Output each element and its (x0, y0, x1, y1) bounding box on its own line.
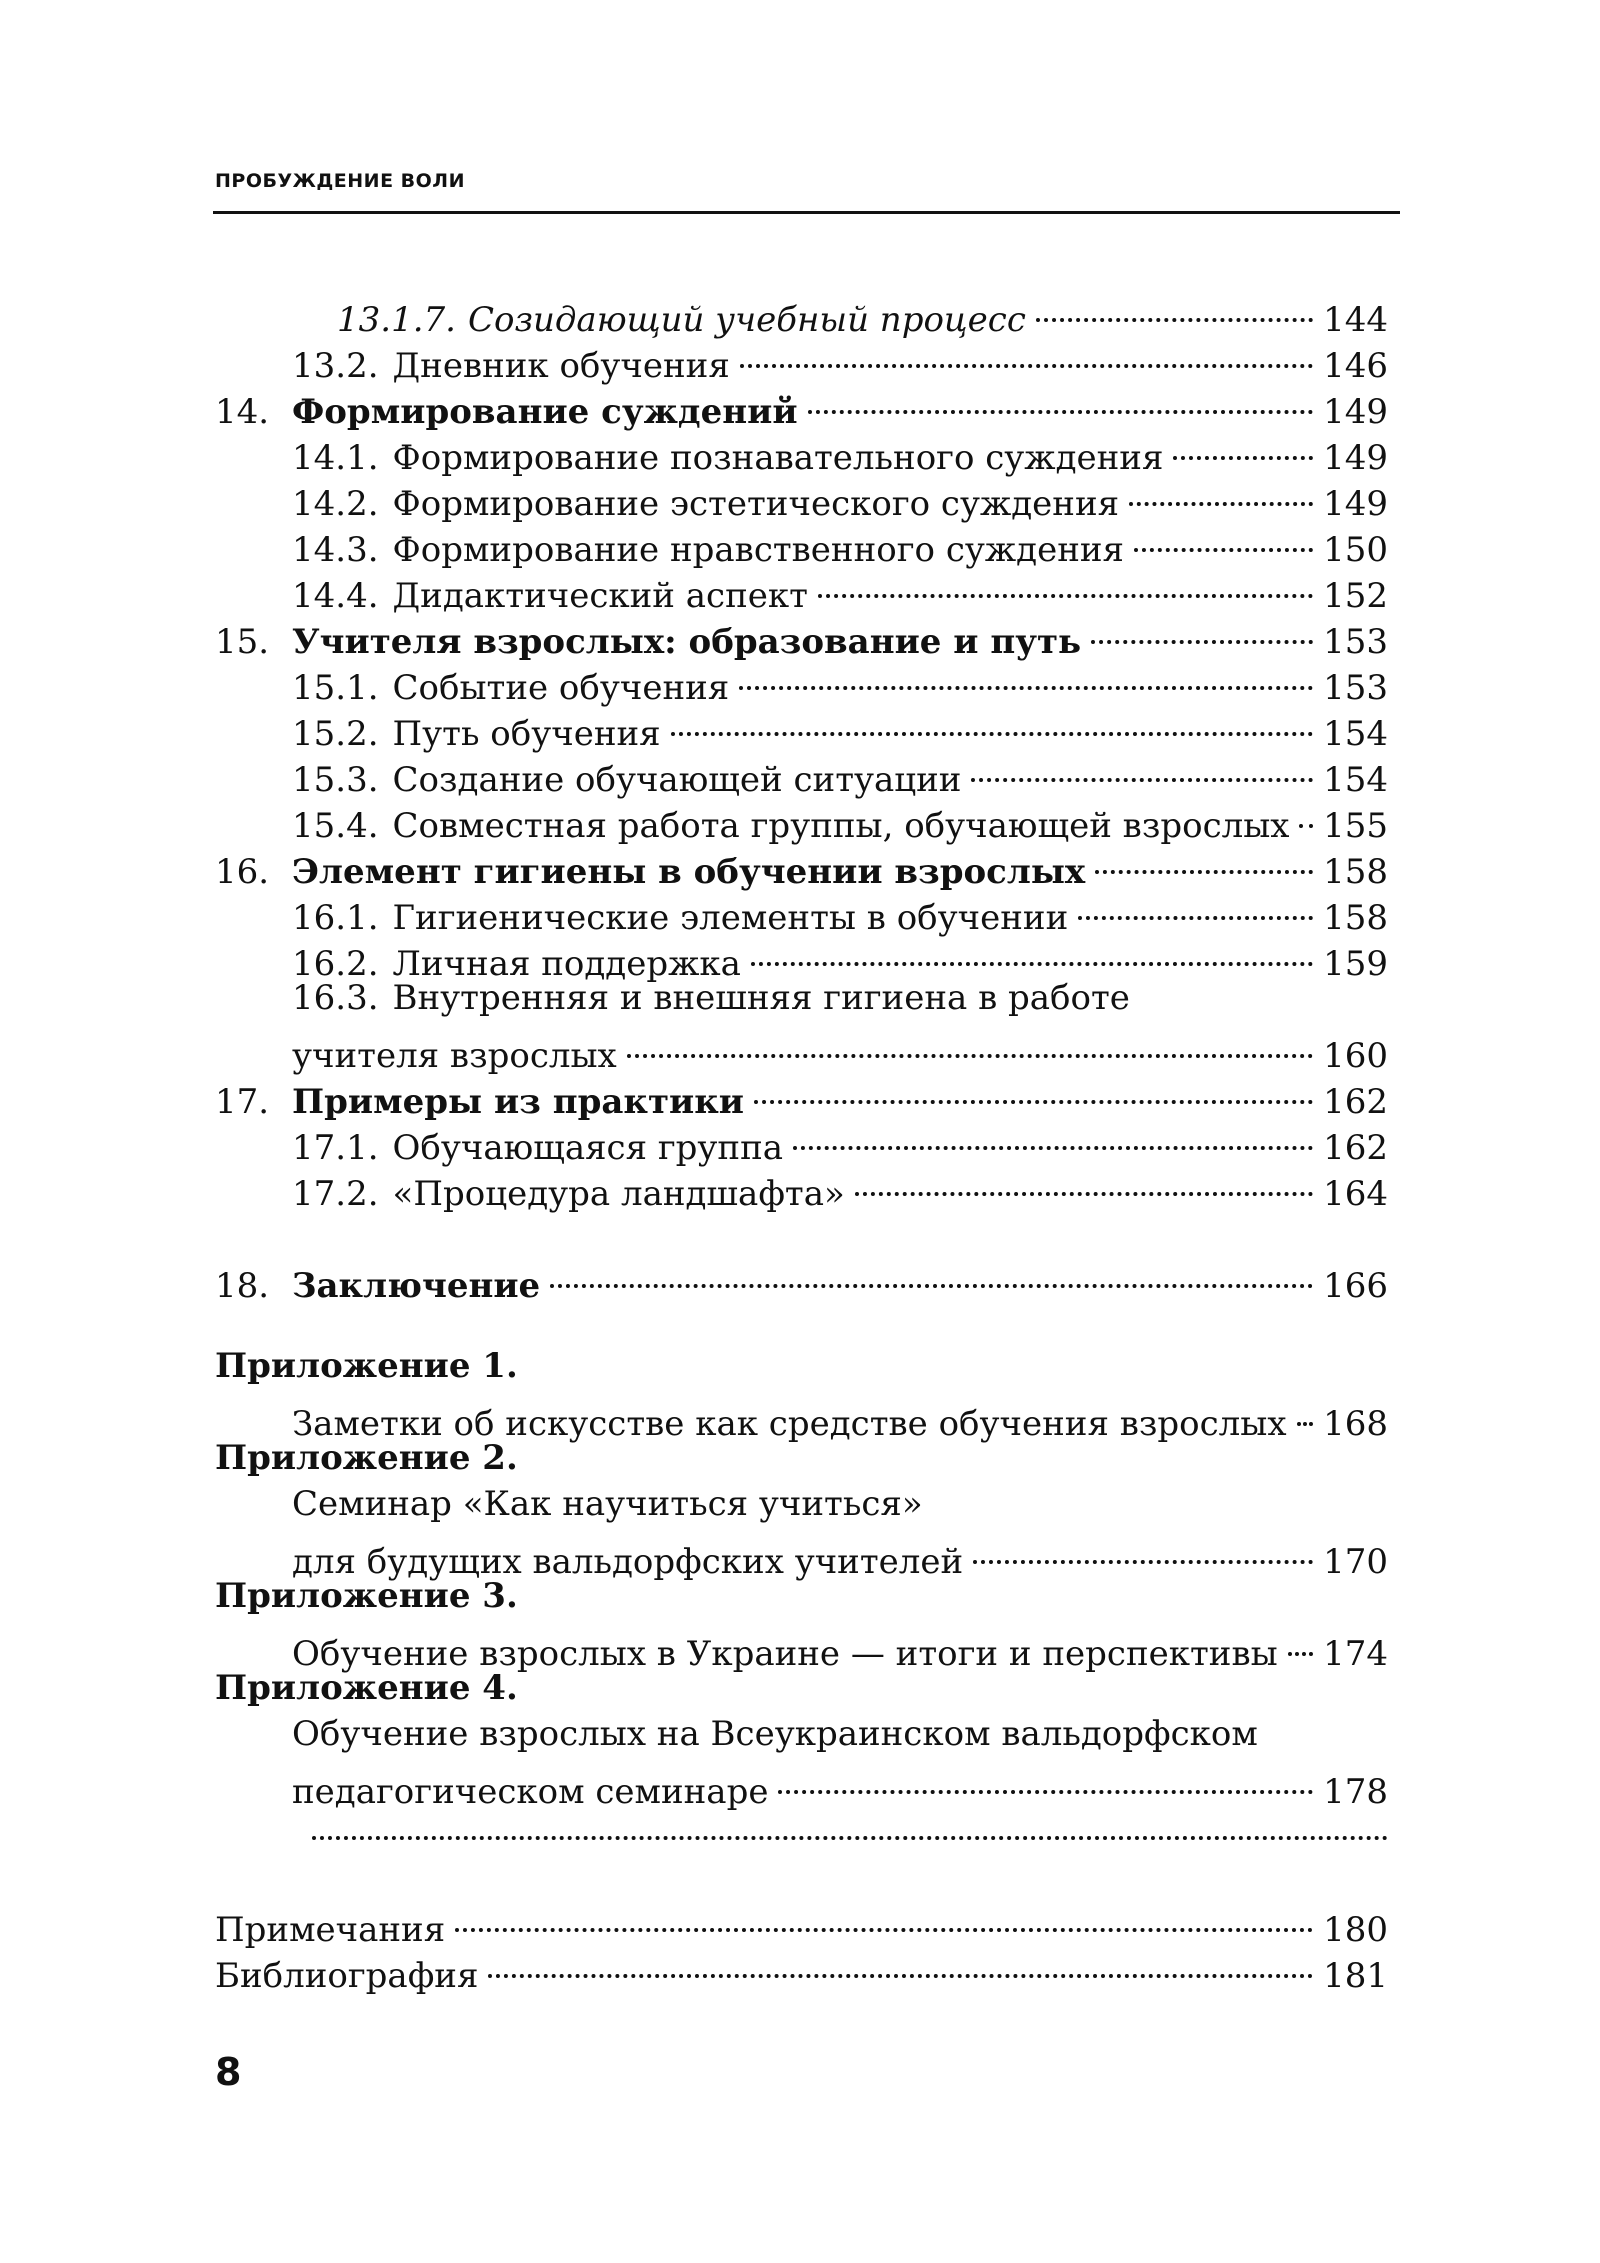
appendix-label: Приложение 3. (215, 1576, 518, 1616)
dot-leader (1091, 607, 1313, 653)
appendix-label: Приложение 2. (215, 1438, 518, 1478)
page-number: 150 (1323, 530, 1388, 570)
entry-title: Созидающий учебный процесс (467, 300, 1026, 340)
dot-leader (1134, 515, 1313, 561)
entry-number: 14.1. (292, 438, 379, 478)
dot-leader (627, 1021, 1313, 1067)
page-number: 155 (1323, 806, 1388, 846)
entry-number: 17. (215, 1082, 270, 1122)
entry-title: Гигиенические элементы в обучении (392, 898, 1069, 938)
entry-title: Событие обучения (392, 668, 730, 708)
entry-number: 13.2. (292, 346, 379, 386)
entry-title: Формирование нравственного суждения (392, 530, 1124, 570)
dot-leader (1078, 883, 1313, 929)
entry-title: Примечания (215, 1910, 446, 1950)
dot-leader (793, 1113, 1313, 1159)
entry-title: Дидактический аспект (392, 576, 808, 616)
entry-title: Путь обучения (392, 714, 661, 754)
entry-title: Внутренняя и внешняя гигиена в работе (392, 978, 1130, 1018)
dot-leader (455, 1895, 1313, 1941)
appendix-entry-continuation[interactable] (215, 1527, 1388, 1582)
entry-title: Дневник обучения (392, 346, 730, 386)
appendix-entry[interactable] (215, 1389, 1388, 1444)
entry-title: Примеры из практики (292, 1082, 745, 1122)
entry-title: Заметки об искусстве как средстве обучения взрослых (292, 1404, 1287, 1444)
appendix-entry[interactable] (215, 1619, 1388, 1674)
page-number: 160 (1323, 1036, 1388, 1076)
entry-number: 13.1.7. (337, 300, 456, 340)
toc-entry[interactable] (215, 975, 1388, 1021)
entry-title: Формирование познавательного суждения (392, 438, 1164, 478)
entry-title: Обучение взрослых в Украине — итоги и перспективы (292, 1634, 1278, 1674)
entry-number: 14.3. (292, 530, 379, 570)
dot-leader (488, 1941, 1313, 1987)
dot-leader (739, 653, 1313, 699)
page-number: 149 (1323, 392, 1388, 432)
page-number: 170 (1323, 1542, 1388, 1582)
entry-title: Учителя взрослых: образование и путь (292, 622, 1082, 662)
page-number: 174 (1323, 1634, 1388, 1674)
entry-title: Библиография (215, 1956, 479, 1996)
dot-leader (1036, 285, 1313, 331)
entry-title: Формирование суждений (292, 392, 798, 432)
dot-leader (671, 699, 1313, 745)
entry-number: 14.2. (292, 484, 379, 524)
entry-number: 17.2. (292, 1174, 379, 1214)
dot-leader (754, 1067, 1313, 1113)
entry-title: учителя взрослых (292, 1036, 617, 1076)
entry-title: Обучение взрослых на Всеукраинском вальдорфском (292, 1714, 1258, 1754)
dot-leader (1299, 791, 1313, 837)
page-number: 168 (1323, 1404, 1388, 1444)
page-folio: 8 (215, 2050, 242, 2094)
dot-leader (973, 1527, 1313, 1573)
page-number: 154 (1323, 760, 1388, 800)
page-number: 166 (1323, 1266, 1388, 1306)
page-number: 153 (1323, 622, 1388, 662)
page-number: 162 (1323, 1128, 1388, 1168)
dot-leader (550, 1251, 1313, 1297)
page-number: 158 (1323, 898, 1388, 938)
appendix-entry[interactable] (215, 1481, 1388, 1527)
header-rule (213, 211, 1400, 214)
page-number: 144 (1323, 300, 1388, 340)
page-number: 158 (1323, 852, 1388, 892)
entry-number: 17.1. (292, 1128, 379, 1168)
dot-leader (808, 377, 1314, 423)
page-number: 149 (1323, 438, 1388, 478)
back-matter-entry[interactable] (215, 1895, 1388, 1950)
entry-title: Заключение (292, 1266, 541, 1306)
page-number: 153 (1323, 668, 1388, 708)
page-number: 146 (1323, 346, 1388, 386)
dot-leader (1129, 469, 1313, 515)
page-number: 181 (1323, 1956, 1388, 1996)
entry-title: Обучающаяся группа (392, 1128, 784, 1168)
appendix-entry[interactable] (215, 1711, 1388, 1757)
appendix-label: Приложение 1. (215, 1346, 518, 1386)
entry-number: 15.2. (292, 714, 379, 754)
dot-leader (1095, 837, 1313, 883)
dot-leader (971, 745, 1313, 791)
dot-leader (855, 1159, 1313, 1205)
entry-title: педагогическом семинаре (292, 1772, 769, 1812)
page-number: 180 (1323, 1910, 1388, 1950)
dot-leader (751, 929, 1313, 975)
entry-title: Личная поддержка (392, 944, 741, 984)
toc-chapter[interactable] (215, 1251, 1388, 1306)
page-number: 164 (1323, 1174, 1388, 1214)
entry-title: для будущих вальдорфских учителей (292, 1542, 964, 1582)
toc-entry[interactable] (215, 285, 1388, 340)
entry-number: 14.4. (292, 576, 379, 616)
dot-leader (1173, 423, 1313, 469)
entry-number: 16.1. (292, 898, 379, 938)
page-number: 178 (1323, 1772, 1388, 1812)
dot-leader-line (215, 1803, 1388, 1849)
entry-title: Элемент гигиены в обучении взрослых (292, 852, 1086, 892)
running-head: ПРОБУЖДЕНИЕ ВОЛИ (215, 170, 465, 192)
entry-number: 16.2. (292, 944, 379, 984)
dot-leader (778, 1757, 1313, 1803)
entry-title: Создание обучающей ситуации (392, 760, 962, 800)
entry-title: Формирование эстетического суждения (392, 484, 1120, 524)
entry-number: 16. (215, 852, 270, 892)
table-of-contents (215, 285, 1388, 1996)
dot-leader (1297, 1389, 1314, 1435)
entry-number: 15.4. (292, 806, 379, 846)
dot-leader (818, 561, 1313, 607)
entry-number: 15.3. (292, 760, 379, 800)
dot-leader (312, 1803, 1388, 1849)
entry-number: 18. (215, 1266, 270, 1306)
entry-title: «Процедура ландшафта» (392, 1174, 845, 1214)
page-number: 149 (1323, 484, 1388, 524)
page-number: 159 (1323, 944, 1388, 984)
page-number: 152 (1323, 576, 1388, 616)
dot-leader (740, 331, 1313, 377)
toc-entry-continuation[interactable] (215, 1021, 1388, 1076)
entry-number: 15.1. (292, 668, 379, 708)
entry-title: Семинар «Как научиться учиться» (292, 1484, 923, 1524)
entry-title: Совместная работа группы, обучающей взрослых (392, 806, 1290, 846)
appendix-entry-continuation[interactable] (215, 1757, 1388, 1812)
page-number: 162 (1323, 1082, 1388, 1122)
appendix-label: Приложение 4. (215, 1668, 518, 1708)
dot-leader (1288, 1619, 1313, 1665)
entry-number: 14. (215, 392, 270, 432)
page-number: 154 (1323, 714, 1388, 754)
entry-number: 16.3. (292, 978, 379, 1018)
entry-number: 15. (215, 622, 270, 662)
appendix-heading[interactable] (215, 1343, 1388, 1389)
